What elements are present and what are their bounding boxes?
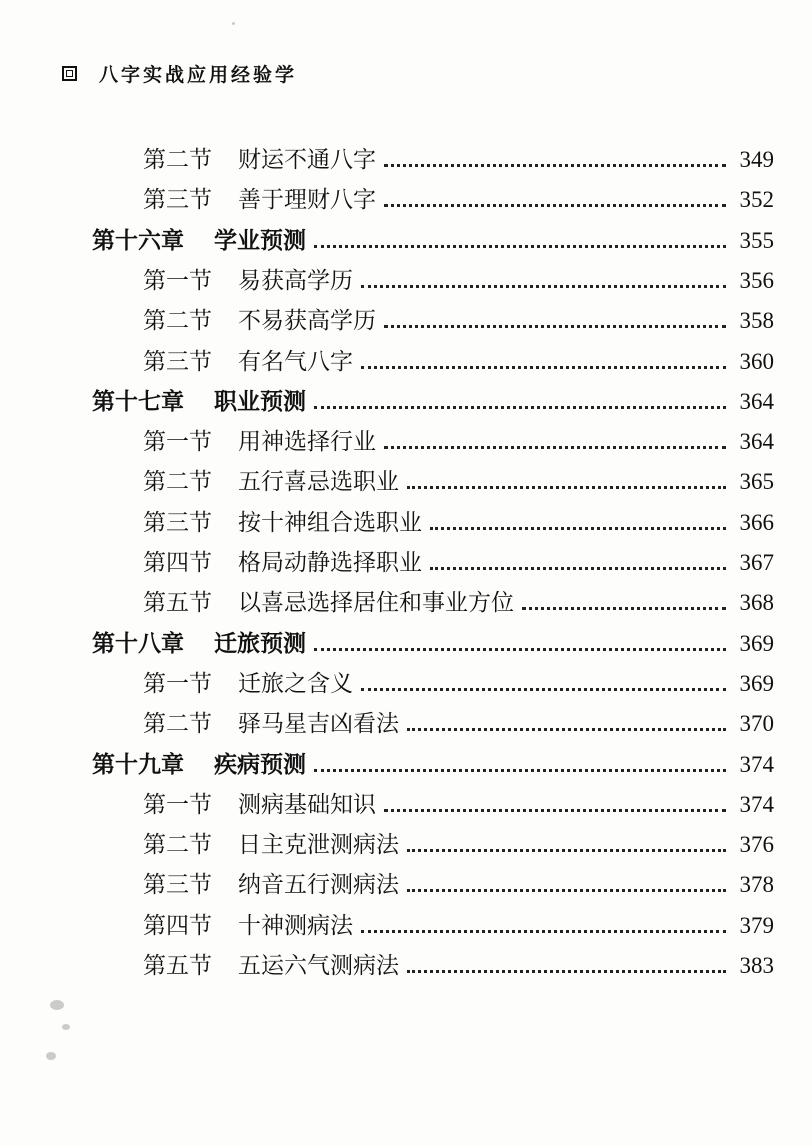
- scan-speck: [46, 1052, 56, 1060]
- toc-section-row: [143, 175, 774, 215]
- page-number: 370: [739, 711, 774, 737]
- page-number: 378: [739, 872, 774, 898]
- section-number: 第三节: [143, 348, 212, 375]
- toc-section-row: [143, 901, 774, 941]
- section-number: 第二节: [143, 308, 212, 335]
- section-number: 第二节: [143, 469, 212, 496]
- page-number: 369: [739, 670, 774, 696]
- section-title: 十神测病法: [238, 912, 353, 939]
- section-number: 第三节: [143, 509, 212, 536]
- toc-section-row: [143, 498, 774, 538]
- page-number: 355: [739, 227, 774, 253]
- dot-leader: [361, 688, 726, 691]
- section-title: 驿马星吉凶看法: [238, 711, 399, 738]
- section-title: 易获高学历: [238, 267, 353, 294]
- section-title: 有名气八字: [238, 348, 353, 375]
- chapter-title: 迁旅预测: [214, 629, 306, 657]
- book-title: 八字实战应用经验学: [99, 64, 298, 86]
- toc-section-row: [143, 860, 774, 900]
- chapter-number: 第十六章: [92, 226, 184, 254]
- dot-leader: [361, 285, 726, 288]
- section-title: 五行喜忌选职业: [238, 469, 399, 496]
- toc-section-row: [143, 337, 774, 377]
- toc-section-row: [143, 578, 774, 618]
- dot-leader: [407, 486, 726, 489]
- section-number: 第一节: [143, 267, 212, 294]
- dot-leader: [384, 164, 726, 167]
- chapter-number: 第十七章: [92, 387, 184, 415]
- scan-speck: [50, 1000, 64, 1010]
- section-number: 第一节: [143, 429, 212, 456]
- dot-leader: [314, 769, 726, 772]
- chapter-number: 第十九章: [92, 750, 184, 778]
- dot-leader: [407, 849, 726, 852]
- dot-leader: [407, 728, 726, 731]
- dot-leader: [314, 245, 726, 248]
- toc-chapter-row: [92, 740, 774, 780]
- page-number: 356: [739, 267, 774, 293]
- page-number: 367: [739, 550, 774, 575]
- page-number: 374: [739, 751, 774, 777]
- page-number: 383: [739, 953, 774, 978]
- dot-leader: [407, 970, 726, 973]
- chapter-title: 学业预测: [214, 226, 306, 254]
- page-number: 376: [739, 832, 774, 858]
- dot-leader: [361, 366, 726, 369]
- toc-chapter-row: [92, 377, 774, 417]
- section-title: 五运六气测病法: [238, 953, 399, 979]
- section-number: 第二节: [143, 711, 212, 738]
- dot-leader: [384, 446, 726, 449]
- toc-section-row: [143, 699, 774, 739]
- scan-speck: [232, 22, 235, 25]
- section-title: 按十神组合选职业: [238, 509, 422, 536]
- toc-chapter-row: [92, 216, 774, 256]
- section-title: 善于理财八字: [238, 187, 376, 214]
- dot-leader: [430, 527, 726, 530]
- page-number: 349: [739, 147, 774, 172]
- section-number: 第四节: [143, 550, 212, 576]
- dot-leader: [361, 930, 726, 933]
- section-number: 第三节: [143, 187, 212, 214]
- page-number: 364: [739, 429, 774, 455]
- page-number: 366: [739, 509, 774, 535]
- toc-section-row: [143, 659, 774, 699]
- dot-leader: [314, 648, 726, 651]
- dot-leader: [430, 567, 726, 570]
- toc-section-row: [143, 820, 774, 860]
- section-title: 纳音五行测病法: [238, 872, 399, 899]
- section-number: 第五节: [143, 590, 212, 617]
- dot-leader: [522, 607, 726, 610]
- scan-speck: [62, 1024, 70, 1030]
- section-number: 第三节: [143, 872, 212, 899]
- section-title: 用神选择行业: [238, 429, 376, 456]
- toc-section-row: [143, 135, 774, 175]
- section-number: 第四节: [143, 912, 212, 939]
- section-number: 第一节: [143, 670, 212, 697]
- page-number: 379: [739, 912, 774, 938]
- toc-section-row: [143, 538, 774, 578]
- toc-section-row: [143, 780, 774, 820]
- section-title: 不易获高学历: [238, 308, 376, 335]
- toc-section-row: [143, 457, 774, 497]
- section-title: 日主克泄测病法: [238, 832, 399, 859]
- toc-section-row: [143, 941, 774, 981]
- page-number: 360: [739, 348, 774, 374]
- dot-leader: [384, 325, 726, 328]
- section-title: 迁旅之含义: [238, 670, 353, 697]
- dot-leader: [384, 809, 726, 812]
- chapter-number: 第十八章: [92, 629, 184, 657]
- toc-section-row: [143, 296, 774, 336]
- page-number: 358: [739, 308, 774, 334]
- chapter-title: 职业预测: [214, 387, 306, 415]
- page-number: 368: [739, 590, 774, 616]
- page-number: 369: [739, 630, 774, 656]
- section-number: 第五节: [143, 953, 212, 979]
- dot-leader: [384, 204, 726, 207]
- toc-section-row: [143, 256, 774, 296]
- page-number: 364: [739, 388, 774, 414]
- toc-chapter-row: [92, 619, 774, 659]
- section-number: 第一节: [143, 791, 212, 818]
- toc-section-row: [143, 417, 774, 457]
- page-number: 352: [739, 187, 774, 213]
- page-number: 374: [739, 791, 774, 817]
- section-number: 第二节: [143, 832, 212, 859]
- section-title: 以喜忌选择居住和事业方位: [238, 590, 514, 617]
- dot-leader: [314, 406, 726, 409]
- chapter-title: 疾病预测: [214, 750, 306, 778]
- section-title: 格局动静选择职业: [238, 550, 422, 576]
- section-title: 财运不通八字: [238, 147, 376, 173]
- section-title: 测病基础知识: [238, 791, 376, 818]
- page-number: 365: [739, 469, 774, 495]
- dot-leader: [407, 889, 726, 892]
- section-number: 第二节: [143, 147, 212, 173]
